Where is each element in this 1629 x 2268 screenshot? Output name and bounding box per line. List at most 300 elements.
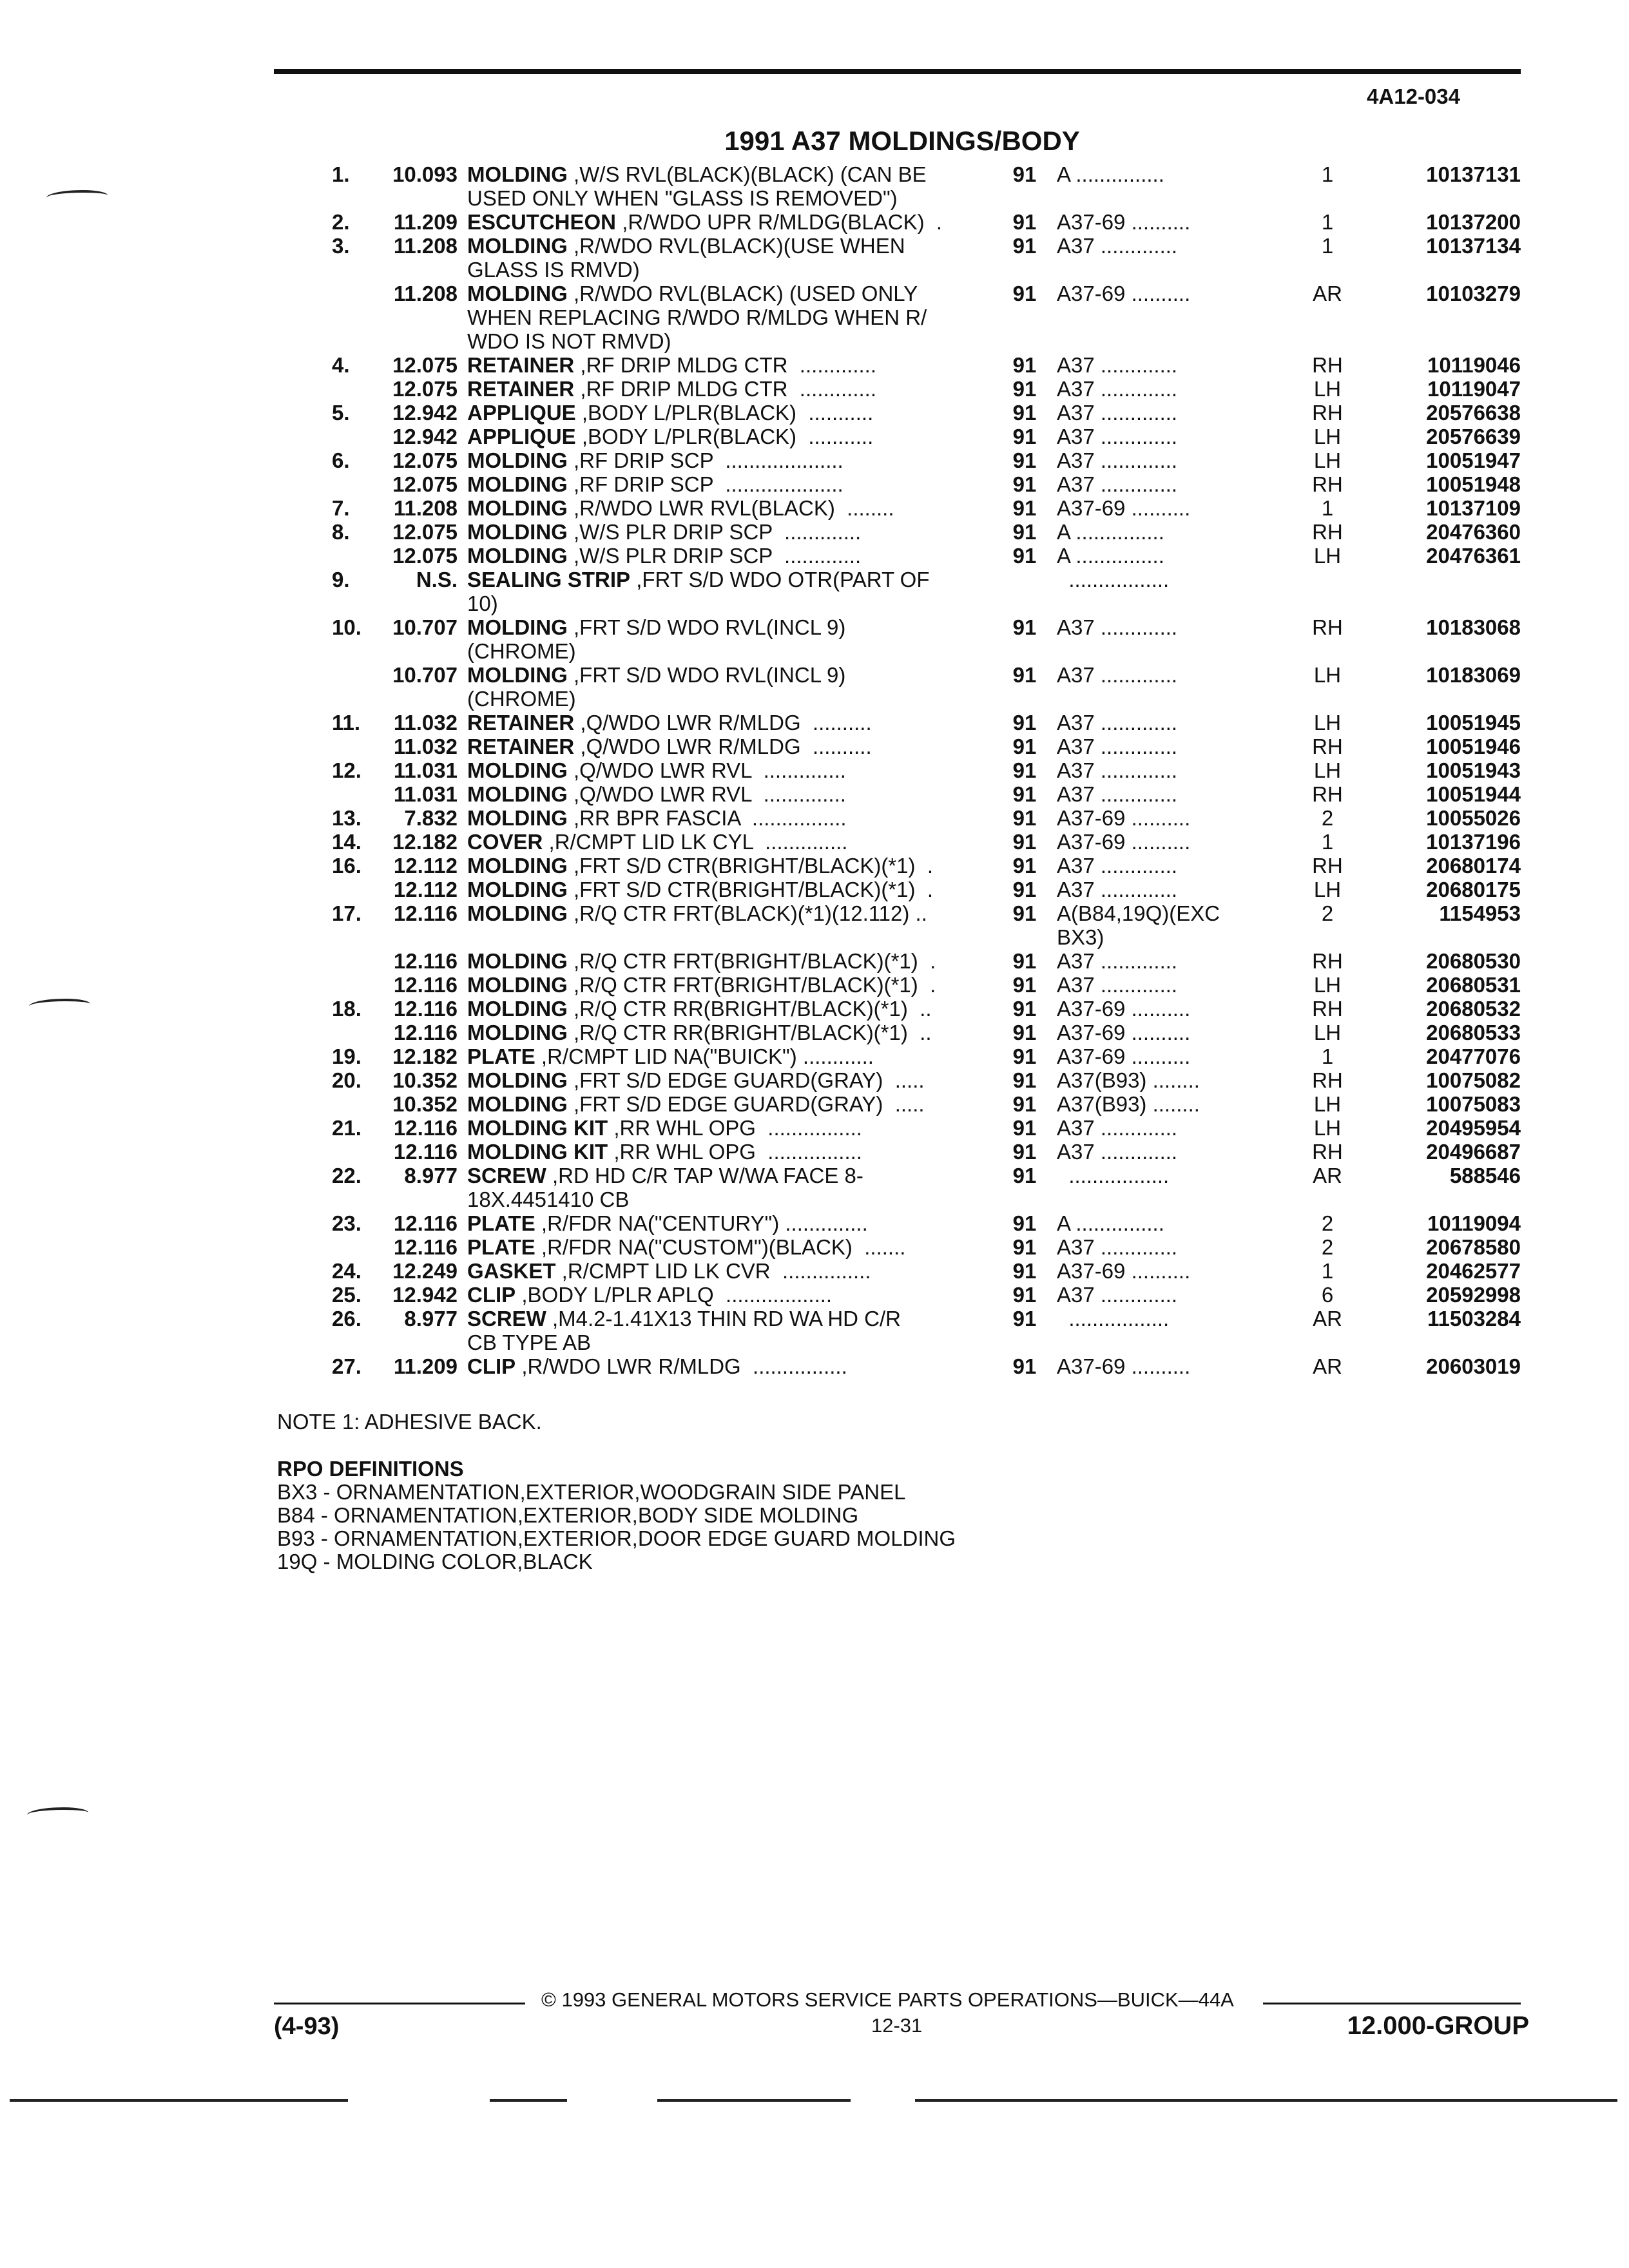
item-number: 17. bbox=[332, 901, 361, 925]
item-number: 6. bbox=[332, 448, 350, 472]
quantity: RH bbox=[1312, 735, 1343, 758]
model-year: 91 bbox=[1012, 520, 1037, 544]
spacer bbox=[458, 1211, 467, 1235]
part-detail: ,R/Q CTR FRT(BRIGHT/BLACK)(*1) . bbox=[567, 949, 936, 973]
model-year: 91 bbox=[1012, 615, 1037, 639]
rpo-definitions bbox=[277, 1457, 956, 1573]
group-number: 12.000-GROUP bbox=[1347, 2012, 1529, 2040]
part-row bbox=[284, 1021, 1521, 1044]
part-number: 10051948 bbox=[1426, 472, 1521, 496]
quantity: LH bbox=[1313, 663, 1342, 687]
part-row bbox=[284, 1044, 1521, 1068]
spacer bbox=[458, 1140, 467, 1164]
part-row bbox=[284, 1235, 1521, 1259]
model-year: 91 bbox=[1012, 1092, 1037, 1116]
part-number bbox=[1350, 568, 1521, 615]
part-number: 10137200 bbox=[1426, 210, 1521, 234]
model-year: 91 bbox=[1012, 997, 1037, 1021]
part-number: 20496687 bbox=[1426, 1140, 1521, 1164]
item-number bbox=[284, 377, 371, 401]
body-code: A37 ............. bbox=[1057, 615, 1178, 639]
part-detail: ,BODY L/PLR(BLACK) ........... bbox=[575, 425, 874, 448]
part-row bbox=[284, 854, 1521, 878]
item-number: 19. bbox=[332, 1044, 361, 1068]
part-detail: ,W/S PLR DRIP SCP ............. bbox=[567, 520, 862, 544]
model-year: 91 bbox=[1012, 544, 1037, 568]
item-number: 18. bbox=[332, 997, 361, 1021]
model-year: 91 bbox=[1012, 1140, 1037, 1164]
spacer bbox=[458, 1044, 467, 1068]
part-description bbox=[467, 544, 992, 568]
spacer bbox=[458, 782, 467, 806]
item-number bbox=[284, 735, 371, 758]
item-number: 9. bbox=[332, 568, 350, 591]
body-code: A37-69 .......... bbox=[1057, 282, 1191, 305]
part-detail: ,BODY L/PLR APLQ .................. bbox=[516, 1283, 833, 1307]
part-description bbox=[467, 949, 992, 973]
part-number: 20680174 bbox=[1426, 854, 1521, 878]
quantity: 2 bbox=[1321, 806, 1334, 830]
item-number bbox=[284, 425, 371, 448]
quantity: 1 bbox=[1321, 830, 1334, 854]
part-number: 10075082 bbox=[1426, 1068, 1521, 1092]
part-row bbox=[284, 401, 1521, 425]
part-description bbox=[467, 1092, 992, 1116]
part-number: 1154953 bbox=[1439, 901, 1521, 925]
part-name: SEALING STRIP bbox=[467, 568, 631, 591]
item-number: 23. bbox=[332, 1211, 361, 1235]
part-row bbox=[284, 806, 1521, 830]
item-number bbox=[284, 282, 371, 353]
illustration-number: 12.075 bbox=[392, 377, 458, 401]
model-year: 91 bbox=[1012, 425, 1037, 448]
part-row bbox=[284, 1116, 1521, 1140]
part-row bbox=[284, 1283, 1521, 1307]
quantity: RH bbox=[1312, 472, 1343, 496]
illustration-number: 12.075 bbox=[392, 472, 458, 496]
body-code: A37 ............. bbox=[1057, 1116, 1178, 1140]
illustration-number: 12.182 bbox=[392, 1044, 458, 1068]
body-code: A37-69 .......... bbox=[1057, 496, 1191, 520]
quantity: 2 bbox=[1321, 1211, 1334, 1235]
illustration-number: 12.249 bbox=[392, 1259, 458, 1283]
part-detail: ,R/FDR NA("CUSTOM")(BLACK) ....... bbox=[535, 1235, 906, 1259]
part-number: 10137131 bbox=[1426, 162, 1521, 186]
quantity: RH bbox=[1312, 353, 1343, 377]
part-name: SCREW bbox=[467, 1307, 546, 1331]
quantity: 6 bbox=[1321, 1283, 1334, 1307]
item-number bbox=[284, 663, 371, 711]
body-code: A37 ............. bbox=[1057, 663, 1178, 687]
part-name: MOLDING bbox=[467, 663, 568, 687]
part-name: RETAINER bbox=[467, 377, 575, 401]
part-detail: ,R/Q CTR FRT(BRIGHT/BLACK)(*1) . bbox=[567, 973, 936, 997]
part-name: PLATE bbox=[467, 1235, 535, 1259]
part-row bbox=[284, 663, 1521, 711]
part-row bbox=[284, 973, 1521, 997]
body-code: A ............... bbox=[1057, 544, 1164, 568]
part-number: 10103279 bbox=[1426, 282, 1521, 305]
part-row bbox=[284, 425, 1521, 448]
part-row bbox=[284, 520, 1521, 544]
body-code: A37-69 .......... bbox=[1057, 1021, 1191, 1044]
part-number: 588546 bbox=[1449, 1164, 1521, 1187]
part-detail: ,R/Q CTR RR(BRIGHT/BLACK)(*1) .. bbox=[567, 1021, 932, 1044]
part-row bbox=[284, 997, 1521, 1021]
item-number bbox=[284, 973, 371, 997]
body-code: A37 ............. bbox=[1057, 377, 1178, 401]
item-number bbox=[284, 949, 371, 973]
spacer bbox=[458, 544, 467, 568]
spacer bbox=[458, 758, 467, 782]
punch-mark bbox=[29, 999, 90, 1012]
illustration-number: 10.093 bbox=[392, 162, 458, 186]
part-description bbox=[467, 830, 992, 854]
part-number: 20678580 bbox=[1426, 1235, 1521, 1259]
part-detail: ,M4.2-1.41X13 THIN RD WA HD C/R CB TYPE AB bbox=[467, 1307, 901, 1354]
item-number bbox=[284, 544, 371, 568]
part-row bbox=[284, 878, 1521, 901]
part-detail: ,RR BPR FASCIA ................ bbox=[567, 806, 847, 830]
model-year: 91 bbox=[1012, 234, 1037, 258]
scan-mark bbox=[657, 2099, 851, 2102]
body-code: A ............... bbox=[1057, 162, 1164, 186]
illustration-number: 8.977 bbox=[404, 1307, 458, 1331]
body-code: A37 ............. bbox=[1057, 448, 1178, 472]
part-detail: ,R/FDR NA("CENTURY") .............. bbox=[535, 1211, 868, 1235]
part-name: MOLDING bbox=[467, 615, 568, 639]
part-description bbox=[467, 1354, 992, 1378]
part-number: 10051944 bbox=[1426, 782, 1521, 806]
part-detail: ,R/WDO RVL(BLACK)(USE WHEN GLASS IS RMVD) bbox=[467, 234, 905, 282]
illustration-number: 11.208 bbox=[393, 496, 458, 520]
illustration-number: 11.032 bbox=[393, 735, 458, 758]
part-row bbox=[284, 448, 1521, 472]
part-detail: ,R/CMPT LID LK CYL .............. bbox=[543, 830, 848, 854]
part-name: MOLDING bbox=[467, 1092, 568, 1116]
part-detail: ,FRT S/D WDO OTR(PART OF 10) bbox=[467, 568, 930, 615]
part-description bbox=[467, 520, 992, 544]
part-detail: ,R/CMPT LID NA("BUICK") ............ bbox=[535, 1044, 874, 1068]
body-code: ................. bbox=[1057, 1307, 1170, 1331]
part-number: 10137134 bbox=[1426, 234, 1521, 258]
rpo-title: RPO DEFINITIONS bbox=[277, 1457, 464, 1481]
item-number bbox=[284, 782, 371, 806]
part-number: 20603019 bbox=[1426, 1354, 1521, 1378]
part-description bbox=[467, 615, 992, 663]
part-row bbox=[284, 901, 1521, 949]
part-detail: ,FRT S/D WDO RVL(INCL 9) (CHROME) bbox=[467, 663, 846, 711]
part-row bbox=[284, 615, 1521, 663]
part-number: 20592998 bbox=[1426, 1283, 1521, 1307]
part-number: 10119047 bbox=[1427, 377, 1521, 401]
spacer bbox=[458, 520, 467, 544]
spacer bbox=[458, 854, 467, 878]
quantity: RH bbox=[1312, 1068, 1343, 1092]
spacer bbox=[458, 234, 467, 282]
part-description bbox=[467, 210, 992, 234]
quantity: RH bbox=[1312, 615, 1343, 639]
item-number bbox=[284, 1140, 371, 1164]
model-year: 91 bbox=[1012, 1068, 1037, 1092]
part-name: MOLDING bbox=[467, 496, 568, 520]
illustration-number: 12.116 bbox=[393, 949, 458, 973]
part-description bbox=[467, 472, 992, 496]
spacer bbox=[458, 949, 467, 973]
part-name: RETAINER bbox=[467, 711, 575, 735]
illustration-number: N.S. bbox=[416, 568, 458, 591]
part-name: MOLDING bbox=[467, 234, 568, 258]
part-number: 10119046 bbox=[1427, 353, 1521, 377]
model-year: 91 bbox=[1012, 1259, 1037, 1283]
part-number: 20476361 bbox=[1426, 544, 1521, 568]
illustration-number: 12.075 bbox=[392, 544, 458, 568]
part-description bbox=[467, 1021, 992, 1044]
quantity: RH bbox=[1312, 854, 1343, 878]
footer-date: (4-93) bbox=[274, 2013, 340, 2040]
part-description bbox=[467, 758, 992, 782]
part-description bbox=[467, 663, 992, 711]
spacer bbox=[458, 615, 467, 663]
spacer bbox=[458, 568, 467, 615]
body-code: A37 ............. bbox=[1057, 353, 1178, 377]
part-number: 20680533 bbox=[1426, 1021, 1521, 1044]
punch-mark bbox=[46, 190, 108, 203]
part-row bbox=[284, 1259, 1521, 1283]
spacer bbox=[458, 997, 467, 1021]
item-number: 7. bbox=[332, 496, 350, 520]
quantity: LH bbox=[1313, 448, 1342, 472]
part-number: 20680531 bbox=[1426, 973, 1521, 997]
item-number: 26. bbox=[332, 1307, 361, 1331]
model-year: 91 bbox=[1012, 878, 1037, 901]
part-detail: ,Q/WDO LWR RVL .............. bbox=[567, 782, 846, 806]
spacer bbox=[458, 1116, 467, 1140]
model-year: 91 bbox=[1012, 782, 1037, 806]
quantity bbox=[1305, 568, 1350, 615]
quantity: AR bbox=[1313, 282, 1342, 305]
model-year: 91 bbox=[1012, 758, 1037, 782]
model-year: 91 bbox=[1012, 210, 1037, 234]
quantity: RH bbox=[1312, 1140, 1343, 1164]
illustration-number: 12.075 bbox=[392, 520, 458, 544]
part-row bbox=[284, 711, 1521, 735]
part-number: 10051943 bbox=[1426, 758, 1521, 782]
part-description bbox=[467, 353, 992, 377]
spacer bbox=[458, 353, 467, 377]
part-name: ESCUTCHEON bbox=[467, 210, 617, 234]
spacer bbox=[458, 1354, 467, 1378]
part-detail: ,W/S RVL(BLACK)(BLACK) (CAN BE USED ONLY WHEN "GLASS IS REMOVED") bbox=[467, 162, 927, 210]
part-row bbox=[284, 353, 1521, 377]
illustration-number: 7.832 bbox=[404, 806, 458, 830]
part-detail: ,R/WDO RVL(BLACK) (USED ONLY WHEN REPLACING R/WDO R/MLDG WHEN R/ WDO IS NOT RMVD) bbox=[467, 282, 927, 353]
part-name: MOLDING bbox=[467, 997, 568, 1021]
body-code: A37 ............. bbox=[1057, 401, 1178, 425]
scan-mark bbox=[915, 2099, 1617, 2102]
rpo-item: B84 - ORNAMENTATION,EXTERIOR,BODY SIDE MOLDING bbox=[277, 1503, 859, 1527]
part-detail: ,RR WHL OPG ................ bbox=[608, 1140, 862, 1164]
model-year: 91 bbox=[1012, 353, 1037, 377]
rpo-item: B93 - ORNAMENTATION,EXTERIOR,DOOR EDGE GUARD MOLDING bbox=[277, 1526, 956, 1550]
part-name: APPLIQUE bbox=[467, 425, 576, 448]
part-detail: ,RF DRIP MLDG CTR ............. bbox=[574, 377, 877, 401]
part-description bbox=[467, 878, 992, 901]
part-detail: ,FRT S/D CTR(BRIGHT/BLACK)(*1) . bbox=[567, 878, 933, 901]
body-code: A37 ............. bbox=[1057, 1283, 1178, 1307]
page-title: 1991 A37 MOLDINGS/BODY bbox=[724, 126, 1080, 156]
body-code: A ............... bbox=[1057, 520, 1164, 544]
part-name: MOLDING KIT bbox=[467, 1116, 608, 1140]
illustration-number: 11.031 bbox=[393, 758, 458, 782]
part-description bbox=[467, 448, 992, 472]
part-row bbox=[284, 1068, 1521, 1092]
part-detail: ,FRT S/D EDGE GUARD(GRAY) ..... bbox=[567, 1092, 925, 1116]
spacer bbox=[458, 496, 467, 520]
item-number: 3. bbox=[332, 234, 350, 258]
part-row bbox=[284, 544, 1521, 568]
model-year: 91 bbox=[1012, 401, 1037, 425]
quantity: LH bbox=[1313, 711, 1342, 735]
item-number bbox=[284, 1021, 371, 1044]
body-code: A37(B93) ........ bbox=[1057, 1092, 1200, 1116]
part-row bbox=[284, 1164, 1521, 1211]
part-name: MOLDING bbox=[467, 282, 568, 305]
part-detail: ,R/Q CTR FRT(BLACK)(*1)(12.112) .. bbox=[567, 901, 927, 925]
quantity: RH bbox=[1312, 520, 1343, 544]
illustration-number: 10.352 bbox=[392, 1068, 458, 1092]
part-number: 10075083 bbox=[1426, 1092, 1521, 1116]
model-year: 91 bbox=[1012, 472, 1037, 496]
part-name: MOLDING bbox=[467, 901, 568, 925]
part-name: SCREW bbox=[467, 1164, 546, 1187]
part-name: MOLDING bbox=[467, 806, 568, 830]
spacer bbox=[458, 472, 467, 496]
item-number: 4. bbox=[332, 353, 350, 377]
footer-rule-right bbox=[1263, 2003, 1521, 2004]
spacer bbox=[458, 1307, 467, 1354]
illustration-number: 12.112 bbox=[393, 878, 458, 901]
spacer bbox=[458, 401, 467, 425]
item-number: 1. bbox=[332, 162, 350, 186]
illustration-number: 12.112 bbox=[393, 854, 458, 878]
quantity: LH bbox=[1313, 1021, 1342, 1044]
item-number bbox=[284, 1235, 371, 1259]
part-number: 20680530 bbox=[1426, 949, 1521, 973]
illustration-number: 12.182 bbox=[392, 830, 458, 854]
body-code: A37 ............. bbox=[1057, 878, 1178, 901]
body-code: A37-69 .......... bbox=[1057, 997, 1191, 1021]
part-description bbox=[467, 1259, 992, 1283]
part-detail: ,R/CMPT LID LK CVR ............... bbox=[555, 1259, 871, 1283]
quantity: AR bbox=[1313, 1354, 1342, 1378]
punch-mark bbox=[27, 1807, 88, 1820]
part-description bbox=[467, 1211, 992, 1235]
illustration-number: 12.116 bbox=[393, 1235, 458, 1259]
part-row bbox=[284, 234, 1521, 282]
part-number: 20576639 bbox=[1426, 425, 1521, 448]
part-row bbox=[284, 782, 1521, 806]
part-detail: ,R/WDO LWR RVL(BLACK) ........ bbox=[567, 496, 894, 520]
quantity: 1 bbox=[1321, 162, 1334, 186]
item-number: 21. bbox=[332, 1116, 361, 1140]
quantity: LH bbox=[1313, 758, 1342, 782]
part-detail: ,Q/WDO LWR R/MLDG .......... bbox=[574, 711, 872, 735]
spacer bbox=[458, 448, 467, 472]
model-year: 91 bbox=[1012, 1164, 1037, 1187]
part-description bbox=[467, 496, 992, 520]
part-row bbox=[284, 1140, 1521, 1164]
item-number bbox=[284, 472, 371, 496]
part-name: RETAINER bbox=[467, 353, 575, 377]
part-row bbox=[284, 1092, 1521, 1116]
body-code: A37 ............. bbox=[1057, 854, 1178, 878]
part-description bbox=[467, 568, 992, 615]
spacer bbox=[458, 425, 467, 448]
part-number: 10119094 bbox=[1427, 1211, 1521, 1235]
model-year: 91 bbox=[1012, 830, 1037, 854]
illustration-number: 12.116 bbox=[393, 1116, 458, 1140]
part-description bbox=[467, 377, 992, 401]
model-year: 91 bbox=[1012, 377, 1037, 401]
part-name: MOLDING bbox=[467, 949, 568, 973]
quantity: LH bbox=[1313, 973, 1342, 997]
part-detail: ,R/WDO UPR R/MLDG(BLACK) . bbox=[616, 210, 943, 234]
item-number: 27. bbox=[332, 1354, 361, 1378]
body-code: A37 ............. bbox=[1057, 425, 1178, 448]
part-description bbox=[467, 234, 992, 282]
note: NOTE 1: ADHESIVE BACK. bbox=[277, 1410, 542, 1434]
part-number: 20576638 bbox=[1426, 401, 1521, 425]
spacer bbox=[458, 806, 467, 830]
illustration-number: 12.942 bbox=[392, 1283, 458, 1307]
quantity: LH bbox=[1313, 1092, 1342, 1116]
illustration-number: 12.116 bbox=[393, 1021, 458, 1044]
item-number: 8. bbox=[332, 520, 350, 544]
part-detail: ,R/WDO LWR R/MLDG ................ bbox=[516, 1354, 847, 1378]
illustration-number: 12.116 bbox=[393, 973, 458, 997]
model-year: 91 bbox=[1012, 282, 1037, 305]
part-number: 20680175 bbox=[1426, 878, 1521, 901]
part-name: MOLDING bbox=[467, 544, 568, 568]
illustration-number: 12.942 bbox=[392, 401, 458, 425]
quantity: RH bbox=[1312, 782, 1343, 806]
part-number: 20462577 bbox=[1426, 1259, 1521, 1283]
body-code: A37 ............. bbox=[1057, 735, 1178, 758]
part-row bbox=[284, 735, 1521, 758]
scan-mark bbox=[490, 2099, 567, 2102]
illustration-number: 12.075 bbox=[392, 353, 458, 377]
part-number: 20476360 bbox=[1426, 520, 1521, 544]
model-year: 91 bbox=[1012, 1211, 1037, 1235]
part-description bbox=[467, 973, 992, 997]
part-name: MOLDING bbox=[467, 162, 568, 186]
part-row bbox=[284, 830, 1521, 854]
item-number: 11. bbox=[332, 711, 361, 735]
illustration-number: 12.075 bbox=[392, 448, 458, 472]
part-number: 10183069 bbox=[1426, 663, 1521, 687]
part-description bbox=[467, 735, 992, 758]
part-name: MOLDING bbox=[467, 448, 568, 472]
illustration-number: 11.208 bbox=[393, 282, 458, 305]
part-name: MOLDING bbox=[467, 1021, 568, 1044]
model-year: 91 bbox=[1012, 973, 1037, 997]
item-number: 14. bbox=[332, 830, 361, 854]
body-code: A37-69 .......... bbox=[1057, 210, 1191, 234]
illustration-number: 11.032 bbox=[393, 711, 458, 735]
part-number: 20495954 bbox=[1426, 1116, 1521, 1140]
spacer bbox=[458, 735, 467, 758]
